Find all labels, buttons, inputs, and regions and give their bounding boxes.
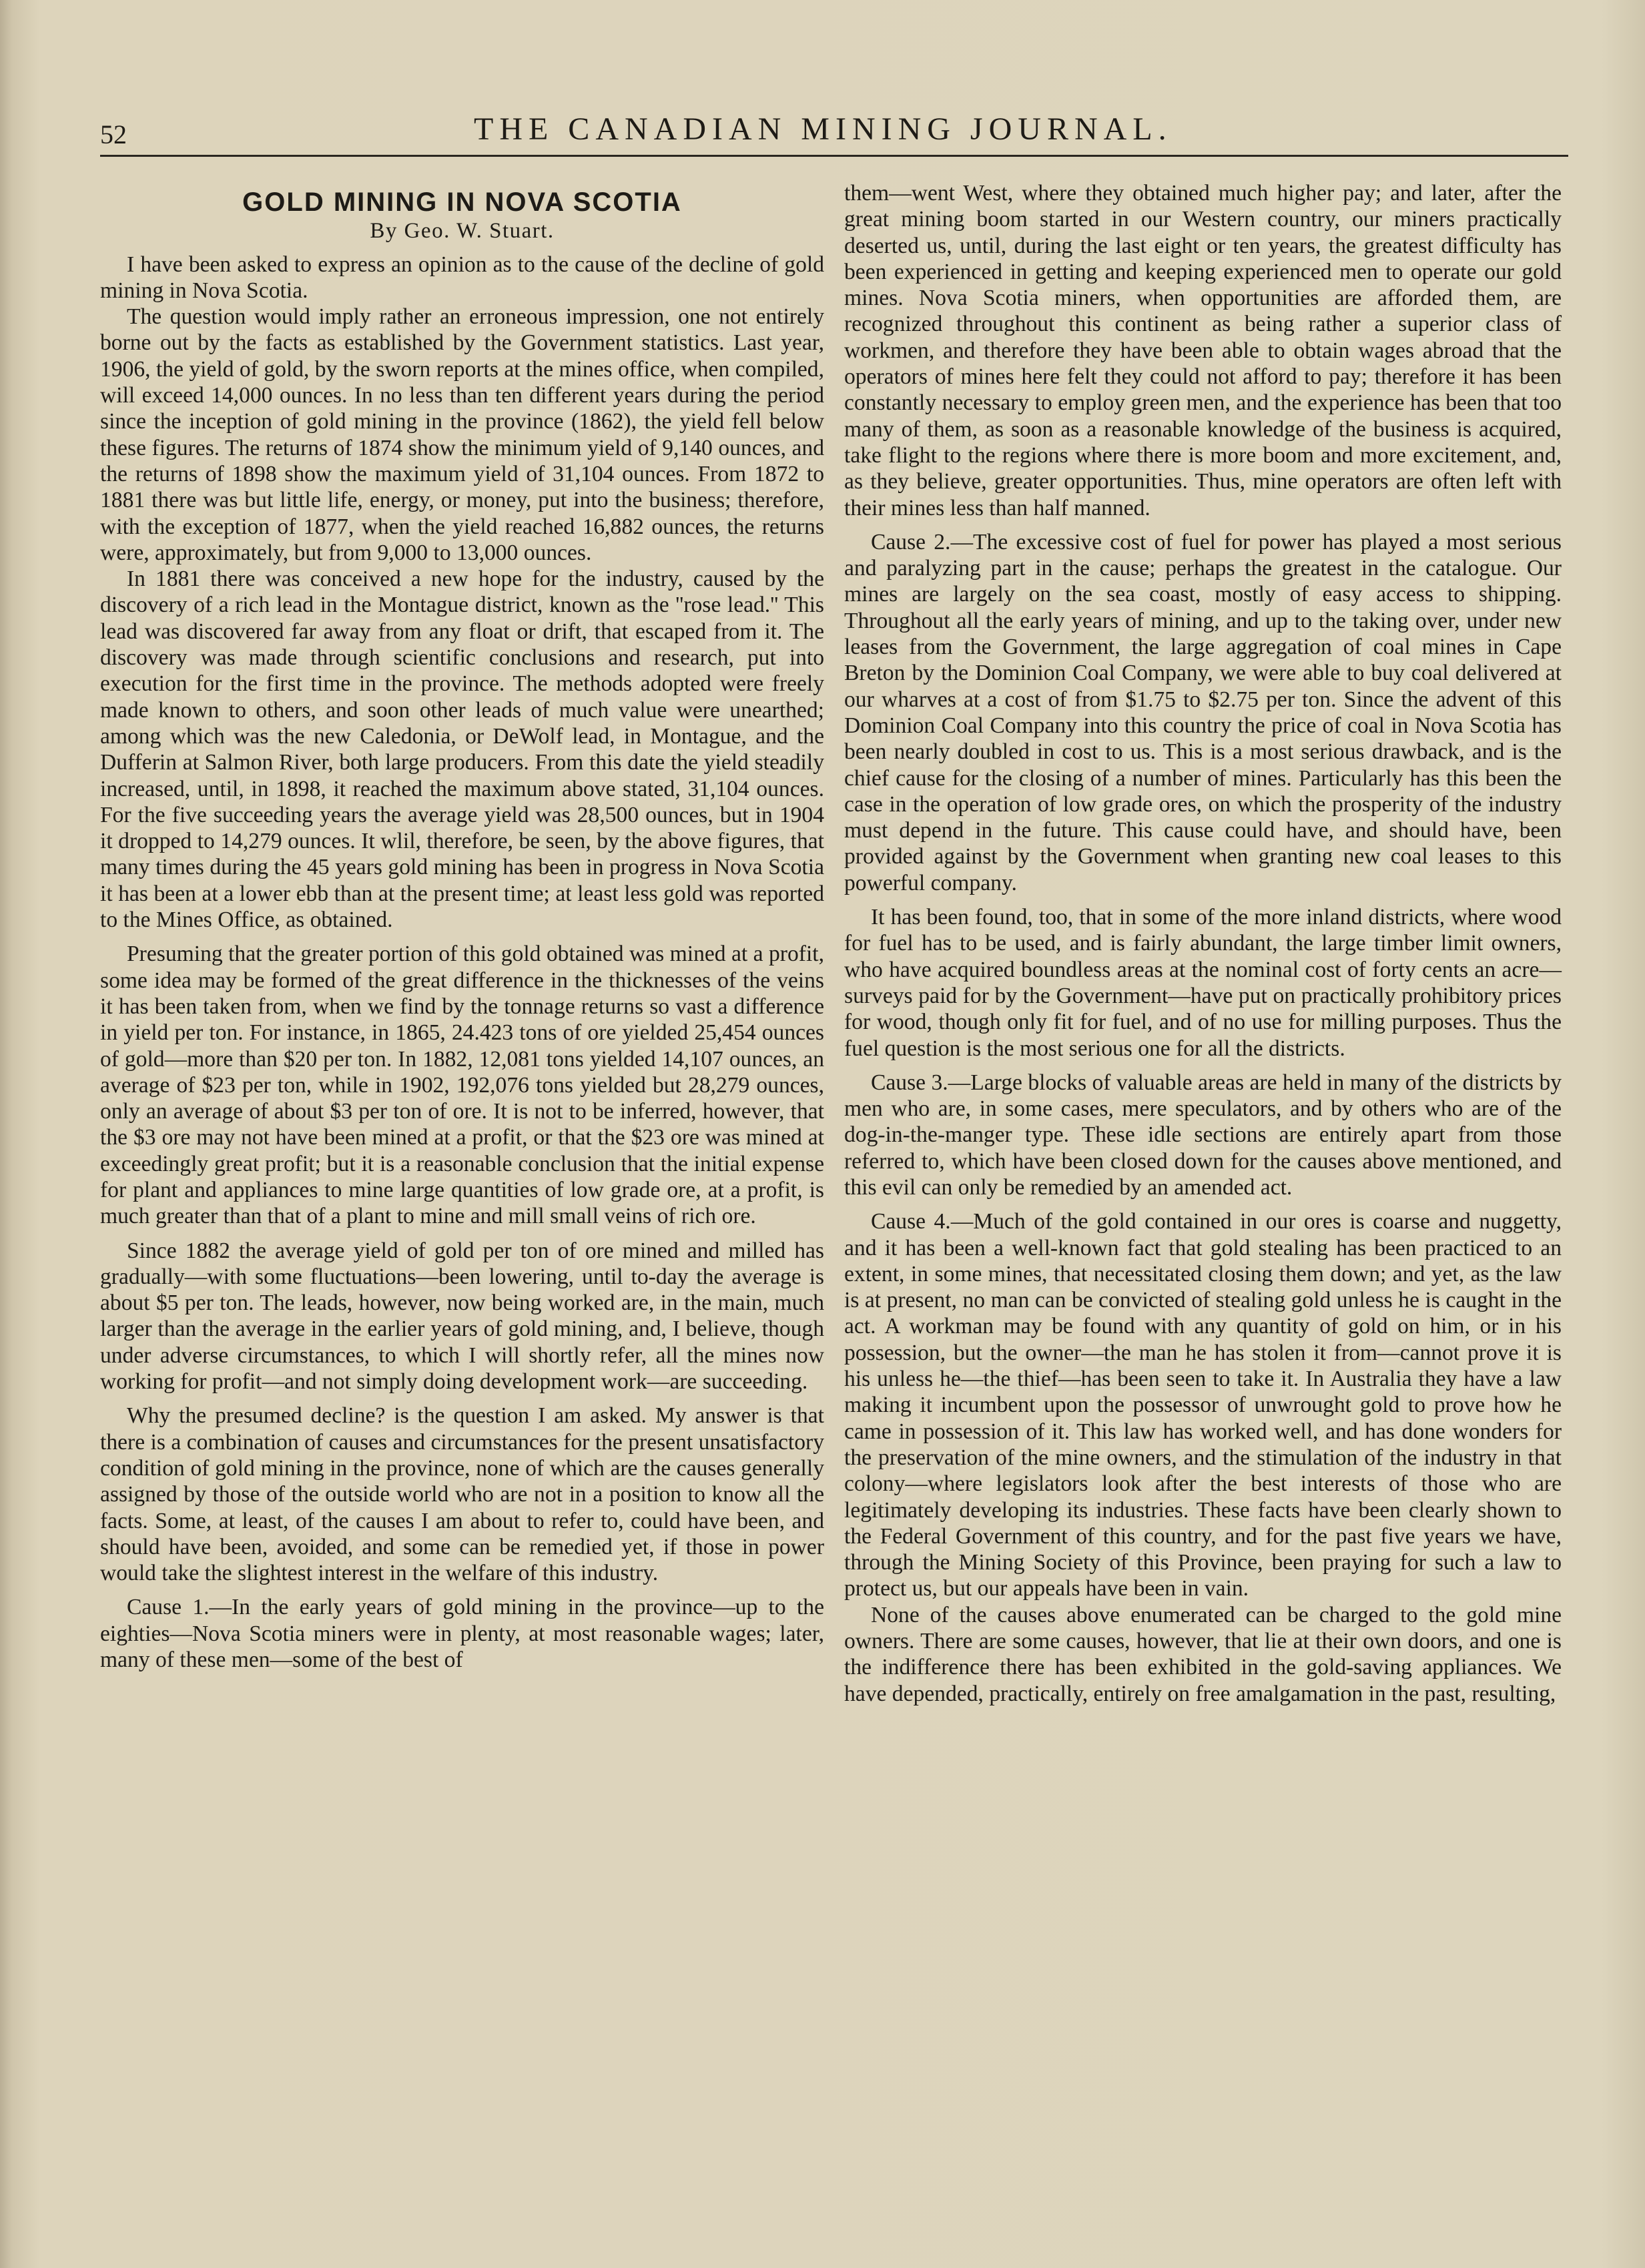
page-header	[100, 107, 1568, 160]
paragraph: Cause 2.—The excessive cost of fuel for power has played a most serious and paralyzing part in the cause; perhaps the greatest in the catalogue. Our mines are largely on the sea coast, mostly of easy access to shipping. Throughout all the early years of mining, and up to the taking over, under new leases from the Government, the large aggregation of coal mines in Cape Breton by the Dominion Coal Company, we were able to buy coal delivered at our wharves at a cost of from $1.75 to $2.75 per ton. Since the advent of this Dominion Coal Company into this country the price of coal in Nova Scotia has been nearly doubled in cost to us. This is a most serious drawback, and is the chief cause for the closing of a number of mines. Particularly has this been the case in the operation of low grade ores, on which the prosperity of the industry must depend in the future. This cause could have, and should have, been provided against by the Government when granting new coal leases to this powerful company.	[844, 529, 1562, 895]
paragraph: Why the presumed decline? is the question I am asked. My answer is that there is a combination of causes and circumstances for the present unsatisfactory condition of gold mining in the province, none of which are the causes generally assigned by those of the outside world who are not in a position to know all the facts. Some, at least, of the causes I am about to refer to, could have been, and should have been, avoided, and some can be remedied yet, if those in power would take the slightest interest in the welfare of this industry.	[100, 1403, 824, 1586]
paragraph: None of the causes above enumerated can be charged to the gold mine owners. There are some causes, however, that lie at their own doors, and one is the indifference there has been exhibited in the gold-saving appliances. We have depended, practically, entirely on free amalgamation in the past, resulting,	[844, 1602, 1562, 1706]
paragraph: In 1881 there was conceived a new hope for the industry, caused by the discovery of a rich lead in the Montague district, known as the ''rose lead.'' This lead was discovered far away from any float or drift, that escaped from it. The discovery was made through scientific conclusions and research, put into execution for the first time in the province. The methods adopted were freely made known to others, and soon other leads of much value were unearthed; among which was the new Caledonia, or DeWolf lead, in Montague, and the Dufferin at Salmon River, both large producers. From this date the yield steadily increased, until, in 1898, it reached the maximum above stated, 31,104 ounces. For the five succeeding years the average yield was 28,500 ounces, but in 1904 it dropped to 14,279 ounces. It wlil, therefore, be seen, by the above figures, that many times during the 45 years gold mining has been in progress in Nova Scotia it has been at a lower ebb than at the present time; at least less gold was reported to the Mines Office, as obtained.	[100, 566, 824, 933]
running-title: THE CANADIAN MINING JOURNAL.	[474, 111, 1173, 147]
right-column	[844, 180, 1562, 1707]
article-byline: By Geo. W. Stuart.	[370, 219, 555, 244]
paragraph: It has been found, too, that in some of the more inland districts, where wood for fuel has to be used, and is fairly abundant, the large timber limit owners, who have acquired boundless areas at the nominal cost of forty cents an acre—surveys paid for by the Government—have put on practically prohibitory prices for wood, though only fit for fuel, and of no use for milling purposes. Thus the fuel question is the most serious one for all the districts.	[844, 905, 1562, 1061]
article-title: GOLD MINING IN NOVA SCOTIA	[242, 187, 682, 217]
paragraph: them—went West, where they obtained much higher pay; and later, after the great mining boom started in our Western country, our miners practically deserted us, until, during the last eight or ten years, the greatest difficulty has been experienced in getting and keeping experienced men to operate our gold mines. Nova Scotia miners, when opportunities are afforded them, are recognized throughout this continent as being rather a superior class of workmen, and therefore they have been able to obtain wages abroad that the operators of mines here felt they could not afford to pay; therefore it has been constantly necessary to employ green men, and the experience has been that too many of them, as soon as a reasonable knowledge of the business is acquired, take flight to the regions where there is more boom and more excitement, and, as they believe, greater opportunities. Thus, mine operators are often left with their mines less than half manned.	[844, 181, 1562, 520]
paragraph: Cause 1.—In the early years of gold mining in the province—up to the eighties—Nova Scotia miners were in plenty, at most reasonable wages; later, many of these men—some of the best of	[100, 1595, 824, 1673]
page-number: 52	[100, 119, 127, 149]
paragraph: The question would imply rather an erroneous impression, one not entirely borne out by the facts as established by the Government statistics. Last year, 1906, the yield of gold, by the sworn reports at the mines office, when compiled, will exceed 14,000 ounces. In no less than ten different years during the period since the inception of gold mining in the province (1862), the yield fell below these figures. The returns of 1874 show the minimum yield of 9,140 ounces, and the returns of 1898 show the maximum yield of 31,104 ounces. From 1872 to 1881 there was but little life, energy, or money, put into the business; therefore, with the exception of 1877, when the yield reached 16,882 ounces, the returns were, approximately, but from 9,000 to 13,000 ounces.	[100, 304, 824, 565]
paragraph: I have been asked to express an opinion as to the cause of the decline of gold mining in Nova Scotia.	[100, 252, 824, 303]
header-rule	[100, 155, 1568, 157]
paragraph: Cause 4.—Much of the gold contained in our ores is coarse and nuggetty, and it has been a well-known fact that gold stealing has been practiced to an extent, in some mines, that necessitated closing them down; and yet, as the law is at present, no man can be convicted of stealing gold unless he is caught in the act. A workman may be found with any quantity of gold on him, or in his possession, but the owner—the man he has stolen it from—cannot prove it is his unless he—the thief—has been seen to take it. In Australia they have a law making it incumbent upon the possessor of unwrought gold to prove how he came in possession of it. This law has worked well, and has done wonders for the preservation of the mine owners, and the stimulation of the industry in that colony—where legislators look after the best interests of those who are legitimately developing its industries. These facts have been clearly shown to the Federal Government of this country, and for the past five years we have, through the Mining Society of this Province, been praying for such a law to protect us, but our appeals have been in vain.	[844, 1209, 1562, 1601]
paragraph: Since 1882 the average yield of gold per ton of ore mined and milled has gradually—with some fluctuations—been lowering, until to-day the average is about $5 per ton. The leads, however, now being worked are, in the main, much larger than the average in the earlier years of gold mining, and, I believe, though under adverse circumstances, to which I will shortly refer, all the mines now working for profit—and not simply doing development work—are succeeding.	[100, 1238, 824, 1395]
paragraph: Presuming that the greater portion of this gold obtained was mined at a profit, some idea may be formed of the great difference in the thicknesses of the veins it has been taken from, when we find by the tonnage returns so vast a difference in yield per ton. For instance, in 1865, 24.423 tons of ore yielded 25,454 ounces of gold—more than $20 per ton. In 1882, 12,081 tons yielded 14,107 ounces, an average of $23 per ton, while in 1902, 192,076 tons yielded but 28,279 ounces, only an average of about $3 per ton of ore. It is not to be inferred, however, that the $3 ore may not have been mined at a profit, or that the $23 ore was mined at exceedingly great profit; but it is a reasonable conclusion that the initial expense for plant and appliances to mine large quantities of low grade ore, at a profit, is much greater than that of a plant to mine and mill small veins of rich ore.	[100, 941, 824, 1229]
left-column	[100, 180, 824, 1673]
paragraph: Cause 3.—Large blocks of valuable areas are held in many of the districts by men who are, in some cases, mere speculators, and by others who are of the dog-in-the-manger type. These idle sections are entirely apart from those referred to, which have been closed down for the causes above mentioned, and this evil can only be remedied by an amended act.	[844, 1070, 1562, 1200]
